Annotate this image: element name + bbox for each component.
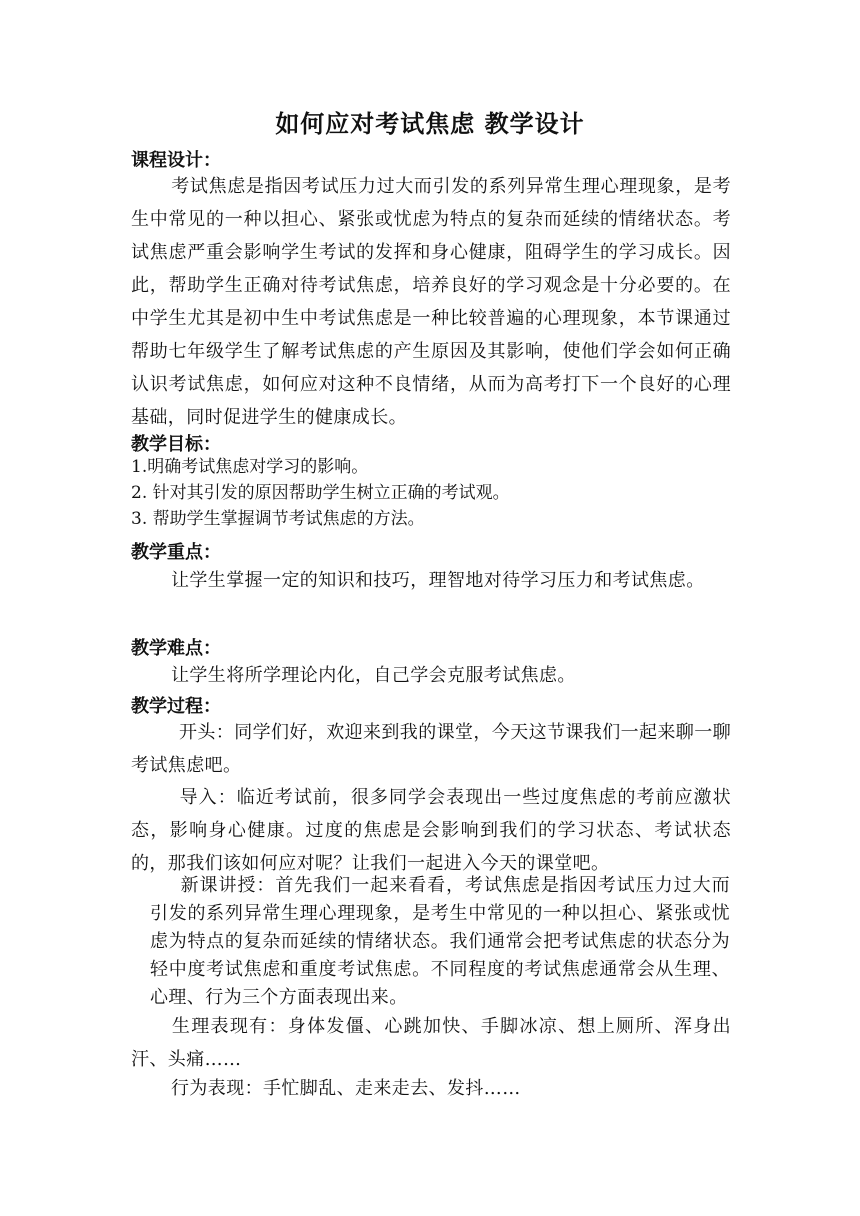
physiological-text: 生理表现有：身体发僵、心跳加快、手脚冰凉、想上厕所、浑身出汗、头痛…… [131,1016,731,1070]
new-lesson-text: 新课讲授：首先我们一起来看看，考试焦虑是指因考试压力过大而引发的系列异常生理心理现象，是考生中常见的一种以担心、紧张或忧虑为特点的复杂而延续的情绪状态。我们通常会把考试焦虑的状态分为轻中度考试焦虑和重度考试焦虑。不同程度的考试焦虑通常会从生理、心理、行为三个方面表现出来。 [150,875,730,1008]
behavioral-text: 行为表现：手忙脚乱、走来走去、发抖…… [171,1078,521,1099]
intro-paragraph [131,781,731,880]
behavioral-paragraph [131,1072,731,1105]
teaching-key-paragraph [131,564,731,597]
teaching-difficulty-heading: 教学难点： [131,638,221,659]
opening-text: 开头：同学们好，欢迎来到我的课堂，今天这节课我们一起来聊一聊考试焦虑吧。 [131,722,731,776]
document-title: 如何应对考试焦虑 教学设计 [275,110,585,138]
teaching-process-heading: 教学过程： [131,696,221,717]
new-lesson-paragraph [150,872,730,1012]
teaching-difficulty-paragraph [131,659,731,692]
physiological-paragraph [131,1010,731,1076]
teaching-goals-heading: 教学目标： [131,434,221,455]
teaching-key-text: 让学生掌握一定的知识和技巧，理智地对待学习压力和考试焦虑。 [171,570,705,591]
opening-paragraph [131,716,731,782]
teaching-goal-item: 2. 针对其引发的原因帮助学生树立正确的考试观。 [131,483,510,503]
course-design-heading: 课程设计： [131,150,221,171]
course-design-paragraph [131,170,731,434]
course-design-text: 考试焦虑是指因考试压力过大而引发的系列异常生理心理现象，是考生中常见的一种以担心、紧张或忧虑为特点的复杂而延续的情绪状态。考试焦虑严重会影响学生考试的发挥和身心健康，阻碍学生的学习成长。因此，帮助学生正确对待考试焦虑，培养良好的学习观念是十分必要的。在中学生尤其是初中生中考试焦虑是一种比较普遍的心理现象，本节课通过帮助七年级学生了解考试焦虑的产生原因及其影响，使他们学会如何正确认识考试焦虑，如何应对这种不良情绪，从而为高考打下一个良好的心理基础，同时促进学生的健康成长。 [131,176,731,428]
teaching-goal-item: 3. 帮助学生掌握调节考试焦虑的方法。 [131,509,425,529]
teaching-key-heading: 教学重点： [131,542,221,563]
intro-text: 导入：临近考试前，很多同学会表现出一些过度焦虑的考前应激状态，影响身心健康。过度的焦虑是会影响到我们的学习状态、考试状态的，那我们该如何应对呢？让我们一起进入今天的课堂吧。 [131,787,731,874]
teaching-difficulty-text: 让学生将所学理论内化，自己学会克服考试焦虑。 [171,665,576,686]
teaching-goal-item: 1.明确考试焦虑对学习的影响。 [131,457,369,477]
